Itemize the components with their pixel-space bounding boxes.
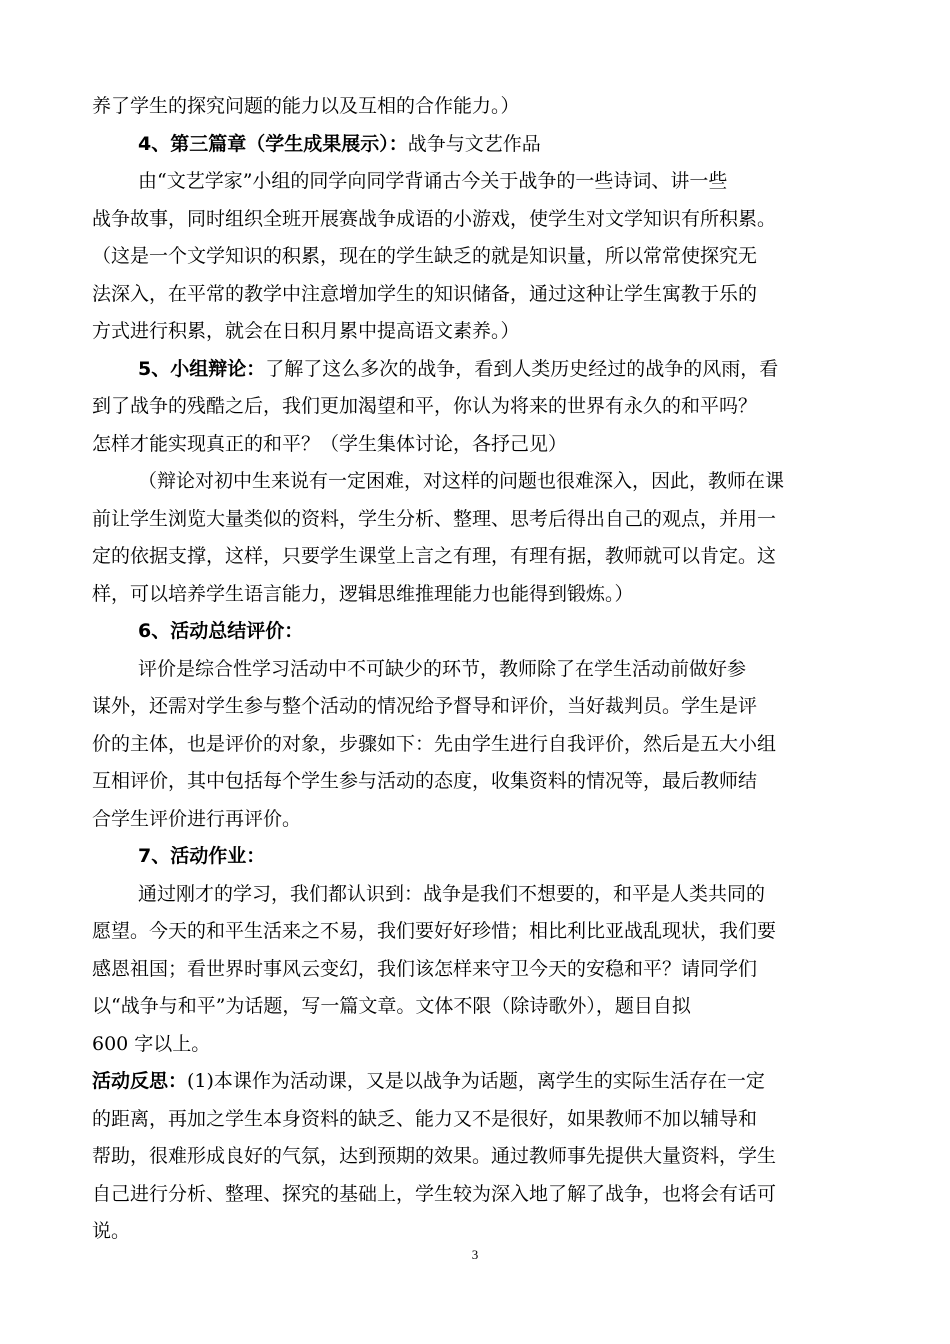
paragraph-line: 评价是综合性学习活动中不可缺少的环节，教师除了在学生活动前做好参 xyxy=(138,657,747,680)
reflection-heading xyxy=(92,1063,862,1101)
heading-label: 4、第三篇章（学生成果展示）： xyxy=(138,132,408,155)
heading-text: 战争与文艺作品 xyxy=(407,132,541,155)
paragraph-line: 以“战争与和平”为话题，写一篇文章。文体不限（除诗歌外），题目自拟 xyxy=(92,995,691,1017)
paragraph-line: （辩论对初中生来说有一定困难，对这样的问题也很难深入，因此，教师在课 xyxy=(138,470,785,492)
paragraph-line: 谋外，还需对学生参与整个活动的情况给予督导和评价，当好裁判员。学生是评 xyxy=(92,695,758,717)
section-heading-7 xyxy=(92,838,862,876)
paragraph-line: 战争故事，同时组织全班开展赛战争成语的小游戏，使学生对文学知识有所积累。 xyxy=(92,207,777,230)
section-heading-5 xyxy=(92,351,862,389)
paragraph-line: 600 字以上。 xyxy=(92,1032,211,1055)
paragraph-line: 合学生评价进行再评价。 xyxy=(92,807,302,830)
page-number: 3 xyxy=(471,1247,479,1262)
paragraph-line: 样，可以培养学生语言能力，逻辑思维推理能力也能得到锻炼。） xyxy=(92,582,634,605)
heading-label: 5、小组辩论： xyxy=(138,357,266,380)
paragraph-line: 方式进行积累，就会在日积月累中提高语文素养。） xyxy=(92,320,520,342)
heading-label: 活动反思： xyxy=(92,1070,188,1092)
paragraph-line: （这是一个文学知识的积累，现在的学生缺乏的就是知识量，所以常常使探究无 xyxy=(92,245,758,267)
paragraph-line: 怎样才能实现真正的和平？（学生集体讨论，各抒己见） xyxy=(92,432,568,455)
section-heading-4 xyxy=(92,126,862,164)
paragraph-line: 定的依据支撑，这样，只要学生课堂上言之有理，有理有据，教师就可以肯定。这 xyxy=(92,545,777,567)
heading-label: 6、活动总结评价： xyxy=(138,620,304,642)
paragraph-line: 到了战争的残酷之后，我们更加渴望和平，你认为将来的世界有永久的和平吗？ xyxy=(92,395,758,417)
paragraph-line: 养了学生的探究问题的能力以及互相的合作能力。） xyxy=(92,95,520,117)
paragraph-line: 价的主体，也是评价的对象，步骤如下：先由学生进行自我评价，然后是五大小组 xyxy=(92,732,777,755)
paragraph-line: 感恩祖国；看世界时事风云变幻，我们该怎样来守卫今天的安稳和平？请同学们 xyxy=(92,957,758,980)
paragraph-line: 由“文艺学家”小组的同学向同学背诵古今关于战争的一些诗词、讲一些 xyxy=(138,170,728,192)
heading-label: 7、活动作业： xyxy=(138,845,266,867)
paragraph-line: 自己进行分析、整理、探究的基础上，学生较为深入地了解了战争，也将会有话可 xyxy=(92,1182,777,1205)
heading-text: (1)本课作为活动课，又是以战争为话题，离学生的实际生活存在一定 xyxy=(187,1070,765,1092)
document-body xyxy=(92,88,862,1251)
paragraph-line: 法深入，在平常的教学中注意增加学生的知识储备，通过这种让学生寓教于乐的 xyxy=(92,282,758,305)
paragraph-line: 互相评价，其中包括每个学生参与活动的态度，收集资料的情况等，最后教师结 xyxy=(92,770,758,792)
paragraph-line: 帮助，很难形成良好的气氛，达到预期的效果。通过教师事先提供大量资料，学生 xyxy=(92,1145,777,1167)
heading-text: 了解了这么多次的战争，看到人类历史经过的战争的风雨，看 xyxy=(265,357,779,380)
paragraph-line: 通过刚才的学习，我们都认识到：战争是我们不想要的，和平是人类共同的 xyxy=(138,882,766,905)
section-heading-6 xyxy=(92,613,862,651)
paragraph-line: 前让学生浏览大量类似的资料，学生分析、整理、思考后得出自己的观点，并用一 xyxy=(92,507,777,530)
paragraph-line: 的距离，再加之学生本身资料的缺乏、能力又不是很好，如果教师不加以辅导和 xyxy=(92,1107,758,1130)
paragraph-line: 愿望。今天的和平生活来之不易，我们要好好珍惜；相比利比亚战乱现状，我们要 xyxy=(92,920,777,942)
paragraph-line: 说。 xyxy=(92,1220,131,1242)
